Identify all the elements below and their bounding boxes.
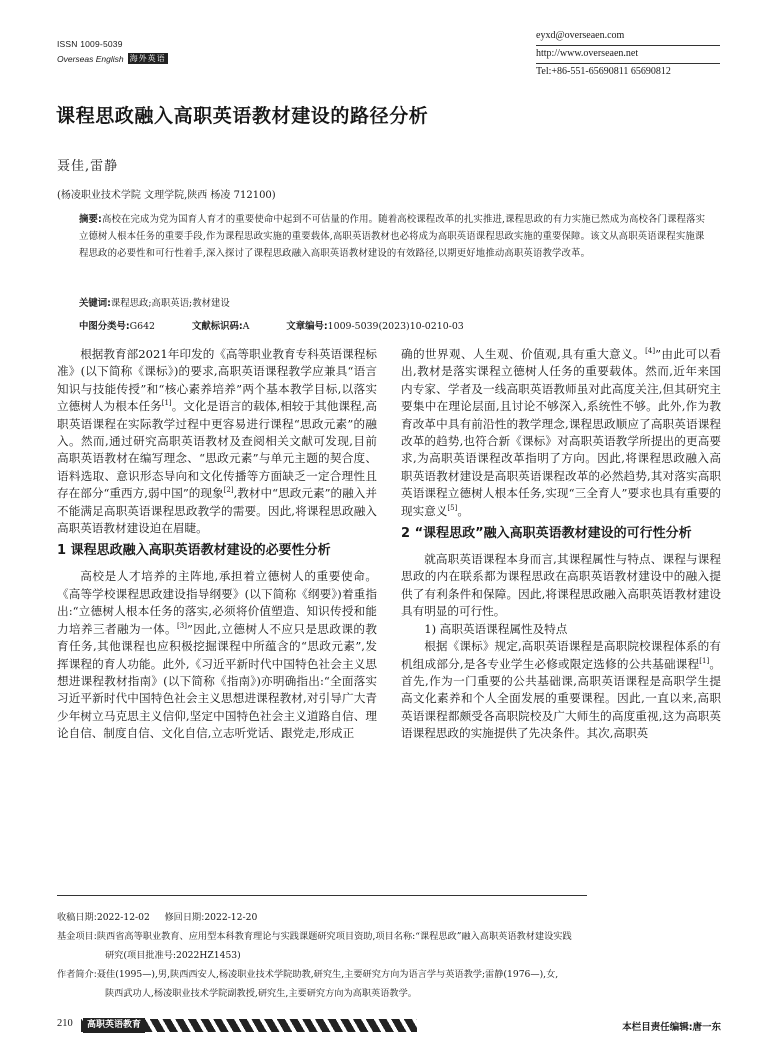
citation-ref: [3]: [177, 621, 187, 630]
citation-ref: [1]: [699, 656, 710, 665]
text-run: 高校是人才培养的主阵地,承担着立德树人的重要使命。《高等学校课程思政建设指导纲要》(以下简称《纲要》)着重指出:“立德树人根本任务的落实,必须将价值塑造、知识传授和能力培养三者融为一体。: [57, 569, 377, 636]
abstract-label: 摘要:: [79, 214, 102, 225]
paragraph: 就高职英语课程本身而言,其课程属性与特点、课程与课程思政的内在联系都为课程思政在高职英语教材建设中的融入提供了有利条件和保障。因此,将课程思政融入高职英语教材建设具有明显的可行性。: [401, 552, 721, 619]
subsection-heading: 1) 高职英语课程属性及特点: [424, 621, 568, 636]
section-heading-2: 2 “课程思政”融入高职英语教材建设的可行性分析: [401, 526, 692, 542]
authors: 聂佳,雷静: [57, 159, 119, 174]
journal-header: [57, 39, 168, 64]
keywords-label: 关键词:: [79, 298, 111, 309]
clc-value: G642: [129, 321, 156, 332]
contact-block: [536, 28, 720, 81]
clc-label: 中图分类号:: [79, 321, 130, 332]
fund-label: 基金项目:: [57, 931, 97, 942]
journal-name-en: Overseas English: [57, 53, 124, 64]
citation-ref: [4]: [645, 347, 656, 356]
keywords-text: 课程思政;高职英语;教材建设: [110, 298, 230, 309]
text-run: 根据教育部2021年印发的《高等职业教育专科英语课程标准》(以下简称《课标》)的要求,高职英语课程教学应兼具“语言知识与技能传授”和“核心素养培养”两个基本教学目标,以落实立德树人为根本任务: [57, 347, 377, 414]
section-heading-1: 1 课程思政融入高职英语教材建设的必要性分析: [57, 543, 331, 559]
classification-line: [79, 318, 719, 332]
affiliation: (杨凌职业技术学院 文理学院,陕西 杨凌 712100): [57, 190, 276, 201]
paragraph: [57, 568, 377, 742]
issn: ISSN 1009-5039: [57, 39, 123, 49]
revised-date: 2022-12-20: [204, 912, 258, 923]
bio-label: 作者简介:: [57, 969, 97, 980]
article-notes: [57, 908, 727, 1003]
section-label: 高职英语教育: [83, 1018, 145, 1033]
text-run: 。: [457, 503, 469, 518]
body-column-right: [401, 346, 721, 743]
article-title: 课程思政融入高职英语教材建设的路径分析: [56, 105, 429, 127]
fund-line: [57, 927, 727, 946]
doc-code: [192, 321, 249, 332]
revised-label: 修回日期:: [164, 912, 205, 923]
text-run: 根据《课标》规定,高职英语课程是高职院校课程体系的有机组成部分,是各专业学生必修或限定选修的公共基础课程: [401, 639, 721, 671]
page-footer: [57, 1017, 721, 1035]
doc-value: A: [242, 321, 250, 332]
bio-line-cont: 陕西武功人,杨凌职业技术学院副教授,研究生,主要研究方向为高职英语教学。: [105, 988, 417, 999]
citation-ref: [5]: [447, 503, 458, 512]
art-label: 文章编号:: [286, 321, 328, 332]
abstract-text: 高校在完成为党为国育人育才的重要使命中起到不可估量的作用。随着高校课程改革的扎实推进,课程思政的有力实施已然成为高校各门课程落实立德树人根本任务的重要手段,作为课程思政实施的重要载体,高职英语教材也必将成为高职英语课程思政实施的重要保障。该文从高职英语课程实施课程思政的必要性和可行性着手,深入探讨了课程思政融入高职英语教材建设的有效路径,以期更好地推动高职英语教学改革。: [79, 214, 706, 259]
dates-line: [57, 908, 727, 927]
contact-tel: Tel:+86-551-65690811 65690812: [536, 66, 671, 77]
text-run: 确的世界观、人生观、价值观,具有重大意义。: [401, 347, 646, 361]
bio-line: [57, 965, 727, 984]
column-editor: 本栏目责任编辑:唐一东: [622, 1022, 721, 1033]
journal-logo-cn: 海外英语: [129, 54, 166, 63]
text-run: ”由此可以看出,教材是落实课程立德树人任务的重要载体。然而,近年来国内专家、学者及一线高职英语教师虽对此高度关注,但其研究主要集中在理论层面,且讨论不够深入,系统性不够。此外,作为教育改革中具有前沿性的教学理念,课程思政顺应了高职英语课程改革的趋势,也符合新《课标》对高职英语教学所提出的更高要求,为高职英语课程改革指明了方向。因此,将课程思政融入高职英语教材建设是高职英语课程改革的必然趋势,其对落实高职英语课程立德树人根本任务,实现“三全育人”要求也具有重要的现实意义: [401, 347, 721, 518]
journal-name: [57, 53, 168, 64]
fund-text: 陕西省高等职业教育、应用型本科教育理论与实践课题研究项目资助,项目名称:“课程思政”融入高职英语教材建设实践: [96, 931, 572, 942]
citation-ref: [1]: [161, 399, 172, 408]
article-number: [286, 321, 463, 332]
paragraph: [401, 638, 721, 742]
page-number: 210: [57, 1018, 73, 1029]
contact-website: http://www.overseaen.net: [536, 46, 720, 64]
text-run: 。文化是语言的载体,相较于其他课程,高职英语课程在实际教学过程中更容易进行课程“思政元素”的融入。然而,通过研究高职英语教材及查阅相关文献可发现,目前高职英语教材在编写理念、“思政元素”与单元主题的契合度、语料选取、意识形态导向和文化传播等方面缺乏一定合理性且存在部分“重西方,弱中国”的现象: [57, 399, 377, 501]
abstract: [79, 211, 713, 262]
text-run: ”因此,立德树人不应只是思政课的教育任务,其他课程也应积极挖掘课程中所蕴含的“思政元素”,发挥课程的育人功能。此外,《习近平新时代中国特色社会主义思想进课程教材指南》(以下简称《指南》)亦明确指出:“全面落实习近平新时代中国特色社会主义思想进课程教材,对引导广大青少年树立马克思主义信仰,坚定中国特色社会主义道路自信、理论自信、制度自信、文化自信,立志听党话、跟党走,形成正: [57, 621, 377, 741]
body-column-left: [57, 346, 377, 743]
received-date: 2022-12-02: [96, 912, 150, 923]
paragraph: [57, 346, 377, 537]
contact-email: eyxd@overseaen.com: [536, 28, 720, 46]
text-run: ,教材中“思政元素”的融入并不能满足高职英语课程思政教学的需要。因此,将课程思政融入高职英语教材建设迫在眉睫。: [57, 486, 377, 536]
fund-line-cont: 研究(项目批准号:2022HZ1453): [105, 950, 241, 961]
bio-text: 聂佳(1995—),男,陕西西安人,杨凌职业技术学院助教,研究生,主要研究方向为语言学与英语教学;雷静(1976—),女,: [96, 969, 559, 980]
text-run: 。首先,作为一门重要的公共基础课,高职英语课程是高职学生提高文化素养和个人全面发展的重要课程。因此,一直以来,高职英语课程都颇受各高职院校及广大师生的高度重视,这为高职英语课程思政的实施提供了先决条件。其次,高职英: [401, 656, 721, 741]
received-label: 收稿日期:: [57, 912, 97, 923]
footnote-divider: [57, 895, 587, 896]
keywords: [79, 295, 230, 309]
clc-number: [79, 321, 155, 332]
citation-ref: [2]: [223, 486, 234, 495]
art-value: 1009-5039(2023)10-0210-03: [327, 321, 464, 332]
paragraph: [401, 346, 721, 520]
doc-label: 文献标识码:: [192, 321, 243, 332]
